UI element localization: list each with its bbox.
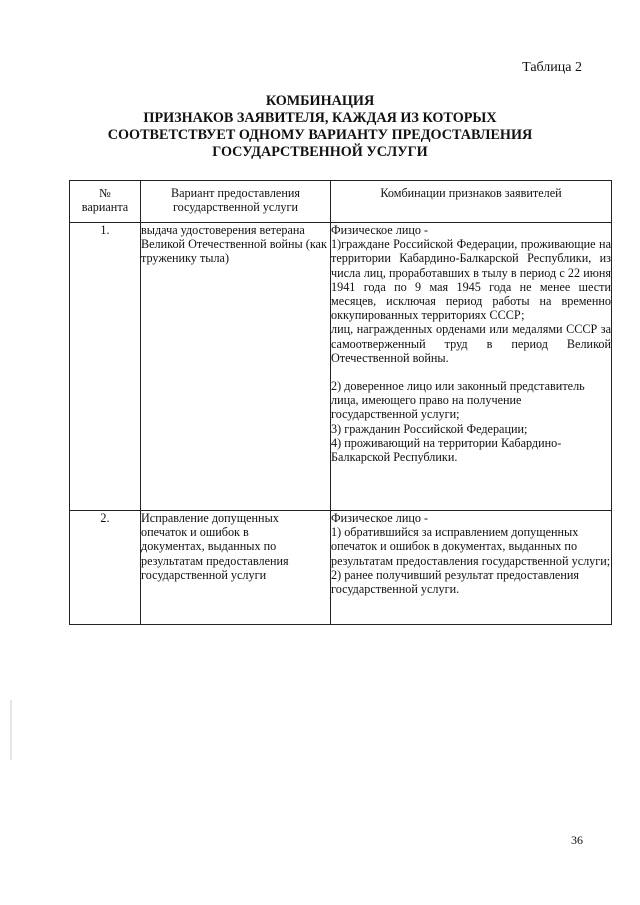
combination-line: 2) ранее получивший результат предоставления государственной услуги.: [331, 567, 579, 597]
header-text: Вариант предоставления: [171, 186, 300, 200]
title-line: ГОСУДАРСТВЕННОЙ УСЛУГИ: [212, 144, 428, 160]
header-text: варианта: [81, 200, 129, 215]
variant-line: Исправление допущенных: [141, 511, 279, 525]
variant-cell: выдача удостоверения ветерана Великой Отечественной войны (как труженику тыла): [141, 223, 331, 511]
variant-line: опечаток и ошибок в: [141, 525, 249, 540]
combination-line: 1)граждане Российской Федерации, проживающие на территории Кабардино-Балкарской Республики, из числа лиц, проработавших в тылу в период с 22 июня 1941 года по 9 мая 1945 года не менее шести месяцев, исключая период работы на временно оккупированных территориях СССР;: [331, 237, 611, 323]
table-row: [70, 511, 612, 625]
combination-line: 1) обратившийся за исправлением допущенных опечаток и ошибок в документах, выданных по результатам предоставления государственной услуги;: [331, 525, 611, 568]
table-row: [70, 223, 612, 511]
header-text: Комбинации признаков заявителей: [380, 186, 562, 200]
table-header-row: [70, 181, 612, 223]
header-text: №: [99, 186, 111, 200]
document-title: [0, 93, 640, 161]
variant-number-cell: 2.: [70, 511, 141, 625]
combination-line: 2) доверенное лицо или законный представитель лица, имеющего право на получение государственной услуги;: [331, 379, 585, 422]
combination-line: лиц, награжденных орденами или медалями СССР за самоотверженный труд в период Великой Отечественной войны.: [331, 322, 611, 365]
combination-cell: [331, 223, 612, 511]
variant-line: документах, выданных по: [141, 539, 277, 554]
header-variant-number: [70, 181, 141, 223]
applicant-combinations-table: [69, 180, 612, 625]
scan-artifact: [10, 700, 12, 760]
header-combination: [331, 181, 612, 223]
title-line: КОМБИНАЦИЯ: [265, 93, 375, 109]
combination-line: 4) проживающий на территории Кабардино-Балкарской Республики.: [331, 435, 562, 465]
variant-cell: [141, 511, 331, 625]
variant-line: государственной услуги: [141, 567, 267, 582]
combination-line: Физическое лицо -: [331, 511, 429, 525]
combination-line: Физическое лицо -: [331, 223, 429, 237]
variant-number-cell: 1.: [70, 223, 141, 511]
title-line: СООТВЕТСТВУЕТ ОДНОМУ ВАРИАНТУ ПРЕДОСТАВЛЕНИЯ: [107, 127, 533, 143]
title-line: ПРИЗНАКОВ ЗАЯВИТЕЛЯ, КАЖДАЯ ИЗ КОТОРЫХ: [143, 110, 497, 126]
table-number: Таблица 2: [522, 60, 582, 75]
combination-cell: [331, 511, 612, 625]
header-variant: [141, 181, 331, 223]
header-text: государственной услуги: [172, 200, 299, 215]
combination-line: 3) гражданин Российской Федерации;: [331, 421, 528, 436]
page-number: 36: [571, 833, 583, 847]
variant-line: результатам предоставления: [141, 553, 289, 568]
